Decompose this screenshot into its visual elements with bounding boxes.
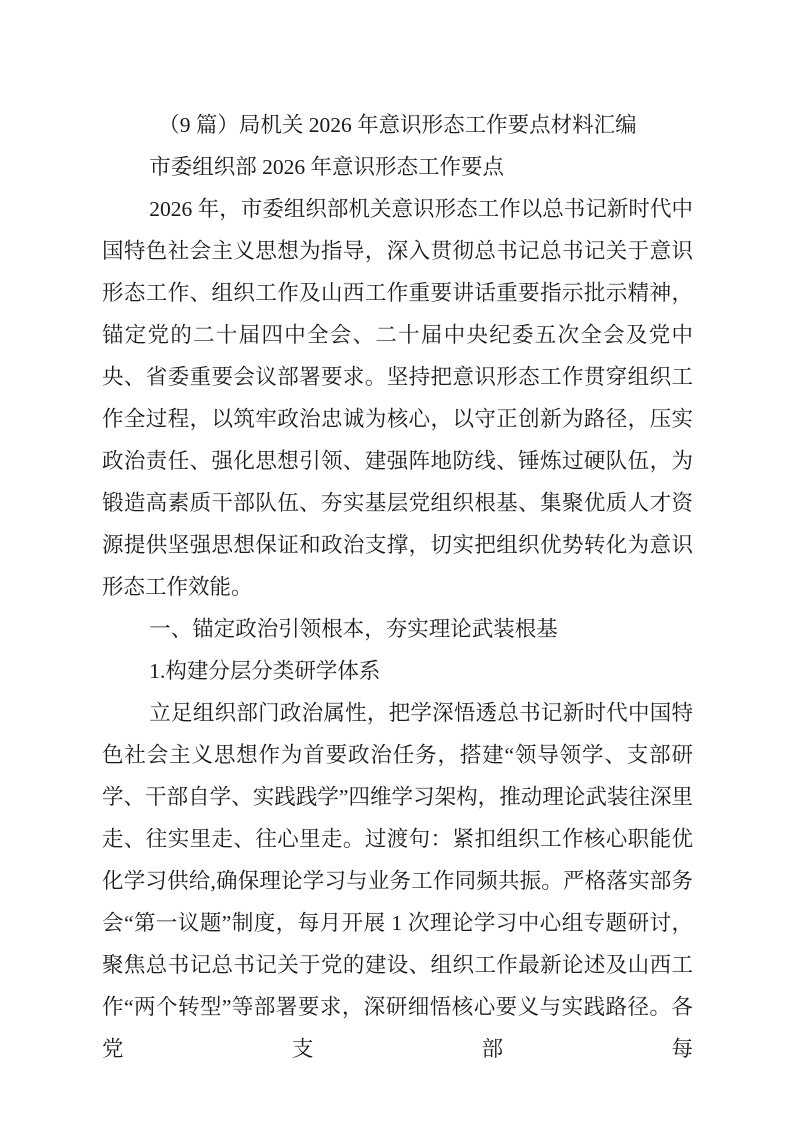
doc-title: （9 篇）局机关 2026 年意识形态工作要点材料汇编 [158,113,637,137]
section-1-paragraph: 立足组织部门政治属性，把学深悟透总书记新时代中国特色社会主义思想作为首要政治任务，搭建“领导领学、支部研学、干部自学、实践践学”四维学习架构，推动理论武装往深里走、往实里走、往心里走。过渡句：紧扣组织工作核心职能优化学习供给,确保理论学习与业务工作同频共振。严格落实部务会“第一议题”制度，每月开展 1 次理论学习中心组专题研讨，聚焦总书记总书记关于党的建设、组织工作最新论述及山西工作“两个转型”等部署要求，深研细悟核心要义与实践路径。各党支部每 [102,701,693,1061]
doc-subtitle: 市委组织部 2026 年意识形态工作要点 [149,155,505,179]
intro-paragraph: 2026 年，市委组织部机关意识形态工作以总书记新时代中国特色社会主义思想为指导，深入贯彻总书记总书记关于意识形态工作、组织工作及山西工作重要讲话重要指示批示精神，锚定党的二十届四中全会、二十届中央纪委五次全会及党中央、省委重要会议部署要求。坚持把意识形态工作贯穿组织工作全过程，以筑牢政治忠诚为核心，以守正创新为路径，压实政治责任、强化思想引领、建强阵地防线、锤炼过硬队伍，为锻造高素质干部队伍、夯实基层党组织根基、集聚优质人才资源提供坚强思想保证和政治支撑，切实把组织优势转化为意识形态工作效能。 [102,197,693,599]
subsection-heading-1: 1.构建分层分类研学体系 [149,659,381,683]
section-heading-1: 一、锚定政治引领根本，夯实理论武装根基 [149,617,558,641]
